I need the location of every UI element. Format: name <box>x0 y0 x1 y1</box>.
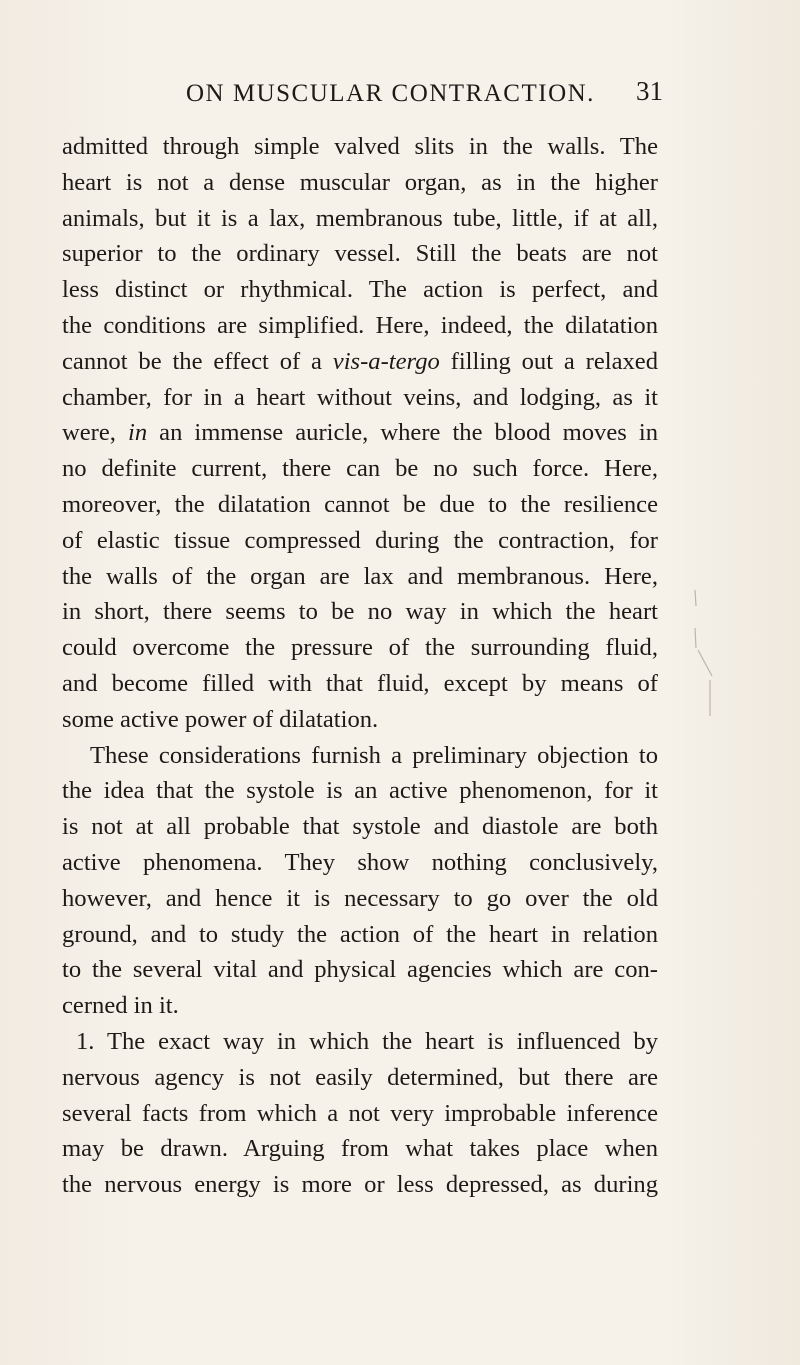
text-line-4: superior to the ordinary vessel. Still the beats are not <box>62 240 658 268</box>
italic-term-in: in <box>127 419 148 447</box>
text-span: filling out a relaxed <box>439 347 658 375</box>
italic-term-vis-a-tergo: vis-a-tergo <box>332 347 440 375</box>
text-line-24: to the several vital and physical agencies which are con- <box>62 956 658 984</box>
text-line-9 <box>62 415 658 451</box>
running-header <box>0 76 800 116</box>
text-line-13: the walls of the organ are lax and membranous. Here, <box>62 562 658 590</box>
text-line-23: ground, and to study the action of the heart in relation <box>62 920 658 948</box>
text-span: an immense auricle, where the blood moves in <box>147 419 658 447</box>
margin-pencil-mark <box>692 588 722 718</box>
text-line-5: less distinct or rhythmical. The action is perfect, and <box>62 276 658 304</box>
body-text <box>62 129 658 1203</box>
text-line-6: the conditions are simplified. Here, indeed, the dilatation <box>62 311 658 339</box>
text-line-20: is not at all probable that systole and diastole are both <box>62 813 658 841</box>
text-line-25: cerned in it. <box>62 992 179 1020</box>
text-line-11: moreover, the dilatation cannot be due to the resilience <box>62 490 658 518</box>
text-line-21: active phenomena. They show nothing conclusively, <box>62 848 658 876</box>
text-line-10: no definite current, there can be no such force. Here, <box>62 455 658 483</box>
text-line-8: chamber, for in a heart without veins, and lodging, as it <box>62 383 658 411</box>
text-line-7 <box>62 344 658 380</box>
text-line-18: These considerations furnish a preliminary objection to <box>90 741 658 769</box>
text-line-17: some active power of dilatation. <box>62 705 379 733</box>
text-line-3: animals, but it is a lax, membranous tube, little, if at all, <box>62 204 658 232</box>
text-line-1: admitted through simple valved slits in the walls. The <box>62 133 658 160</box>
text-line-12: of elastic tissue compressed during the contraction, for <box>62 526 658 554</box>
text-line-27: nervous agency is not easily determined, but there are <box>62 1063 658 1091</box>
page-number: 31 <box>636 76 663 106</box>
text-line-16: and become filled with that fluid, except by means of <box>62 669 658 697</box>
text-line-22: however, and hence it is necessary to go over the old <box>62 884 658 912</box>
text-line-28: several facts from which a not very improbable inference <box>62 1099 658 1127</box>
text-span: were, <box>62 419 128 447</box>
text-line-15: could overcome the pressure of the surrounding fluid, <box>62 634 658 662</box>
text-line-29: may be drawn. Arguing from what takes place when <box>62 1135 658 1163</box>
text-line-26: 1. The exact way in which the heart is influenced by <box>76 1027 658 1055</box>
text-span: cannot be the effect of a <box>62 347 333 375</box>
text-line-14: in short, there seems to be no way in which the heart <box>62 598 658 626</box>
text-line-19: the idea that the systole is an active phenomenon, for it <box>62 777 658 805</box>
text-line-30: the nervous energy is more or less depressed, as during <box>62 1171 658 1199</box>
text-line-2: heart is not a dense muscular organ, as in the higher <box>62 168 658 196</box>
running-title: ON MUSCULAR CONTRACTION. <box>186 80 595 107</box>
